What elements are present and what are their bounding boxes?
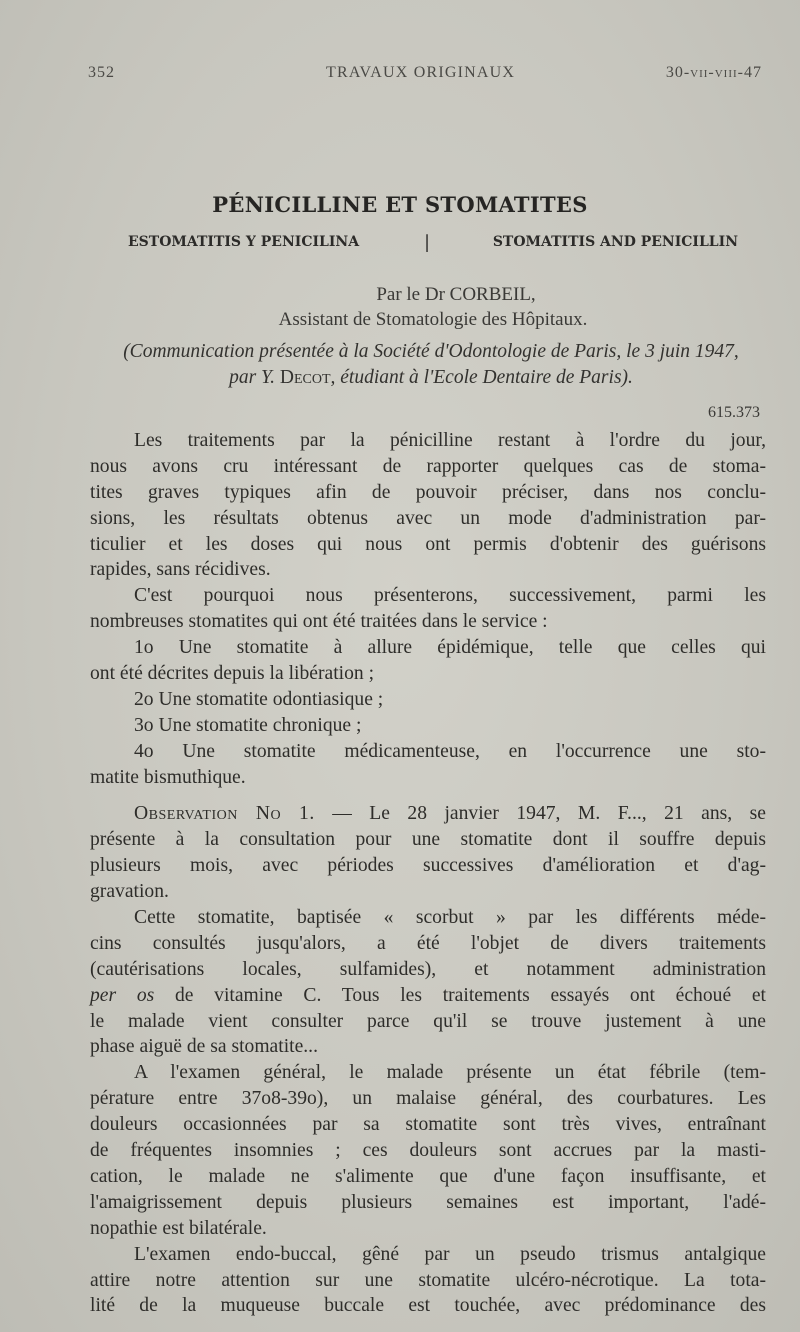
body-line: douleurs occasionnées par sa stomatite sont très vives, entraînant: [90, 1114, 766, 1136]
body-line: phase aiguë de sa stomatite...: [90, 1036, 318, 1058]
body-line: cins consultés jusqu'alors, a été l'objet de divers traitements: [90, 932, 766, 954]
body-line: cation, le malade ne s'alimente que d'une façon insuffisante, et: [90, 1165, 766, 1187]
classification-code: 615.373: [708, 404, 760, 421]
body-line: le malade vient consulter parce qu'il se trouve justement à une: [90, 1010, 766, 1032]
subtitle-spanish: ESTOMATITIS Y PENICILINA: [128, 234, 360, 250]
body-line: pérature entre 37o8-39o), un malaise général, des courbatures. Les: [90, 1088, 766, 1110]
observation-intro: — Le 28 janvier 1947, M. F..., 21 ans, se: [314, 803, 766, 825]
presenter-name: Decot: [279, 367, 331, 388]
list-item-1: 1o Une stomatite à allure épidémique, telle que celles qui: [134, 637, 766, 659]
page-number: 352: [88, 64, 115, 81]
presenter-affiliation: , étudiant à l'Ecole Dentaire de Paris).: [330, 367, 633, 388]
observation-label: Observation No 1.: [134, 803, 315, 825]
body-line: (cautérisations locales, sulfamides), et notamment administration: [90, 958, 766, 980]
body-line: rapides, sans récidives.: [90, 559, 271, 581]
communication-line-2: [90, 365, 772, 391]
body-line: A l'examen général, le malade présente un état fébrile (tem-: [134, 1062, 766, 1084]
body-line: nous avons cru intéressant de rapporter quelques cas de stoma-: [90, 455, 766, 477]
issue-date: 30-vii-viii-47: [665, 64, 762, 81]
body-line: ticulier et les doses qui nous ont permis d'obtenir des guérisons: [90, 533, 766, 555]
communication-note: [90, 339, 772, 391]
body-line: de fréquentes insomnies ; ces douleurs sont accrues par la masti-: [90, 1140, 766, 1162]
body-line: l'amaigrissement depuis plusieurs semaines est important, l'adé-: [90, 1191, 766, 1213]
body-line-per-os: [90, 983, 766, 1009]
body-line: C'est pourquoi nous présenterons, successivement, parmi les: [134, 585, 766, 607]
list-item-3: 3o Une stomatite chronique ;: [134, 714, 362, 736]
body-line: tites graves typiques afin de pouvoir préciser, dans nos conclu-: [90, 481, 766, 503]
per-os-term: per os: [90, 984, 155, 1006]
subtitle-english: STOMATITIS AND PENICILLIN: [492, 234, 738, 250]
translated-titles: [128, 234, 738, 256]
subtitle-separator: |: [424, 232, 431, 253]
body-line: gravation.: [90, 881, 169, 903]
section-title: TRAVAUX ORIGINAUX: [326, 64, 516, 81]
byline: [0, 282, 800, 332]
observation-heading-line: [90, 801, 766, 827]
communication-line-1: (Communication présentée à la Société d'Odontologie de Paris, le 3 juin 1947,: [123, 341, 739, 362]
body-line: nombreuses stomatites qui ont été traitées dans le service :: [90, 611, 548, 633]
body-line: nopathie est bilatérale.: [90, 1217, 267, 1239]
body-line: présente à la consultation pour une stomatite dont il souffre depuis: [90, 829, 766, 851]
running-head: [88, 64, 762, 86]
body-line: sions, les résultats obtenus avec un mode d'administration par-: [90, 507, 766, 529]
body-line: lité de la muqueuse buccale est touchée, avec prédominance des: [90, 1295, 766, 1317]
body-line: attire notre attention sur une stomatite ulcéro-nécrotique. La tota-: [90, 1269, 766, 1291]
communication-by: par Y.: [229, 367, 280, 388]
body-line: L'examen endo-buccal, gêné par un pseudo trismus antalgique: [134, 1243, 766, 1265]
author-affiliation: Assistant de Stomatologie des Hôpitaux.: [278, 309, 588, 330]
body-line: Cette stomatite, baptisée « scorbut » par les différents méde-: [134, 907, 766, 929]
article-body: [90, 428, 766, 1319]
body-line: Les traitements par la pénicilline restant à l'ordre du jour,: [134, 430, 766, 451]
body-line: plusieurs mois, avec périodes successives d'amélioration et d'ag-: [90, 855, 766, 877]
list-item-4: 4o Une stomatite médicamenteuse, en l'occurrence une sto-: [134, 740, 766, 762]
list-item-4-cont: matite bismuthique.: [90, 766, 246, 788]
per-os-rest: de vitamine C. Tous les traitements essayés ont échoué et: [154, 984, 766, 1006]
list-item-2: 2o Une stomatite odontiasique ;: [134, 688, 384, 710]
author-line: Par le Dr CORBEIL,: [376, 284, 536, 305]
article-title: PÉNICILLINE ET STOMATITES: [212, 192, 588, 217]
list-item-1-cont: ont été décrites depuis la libération ;: [90, 663, 375, 685]
